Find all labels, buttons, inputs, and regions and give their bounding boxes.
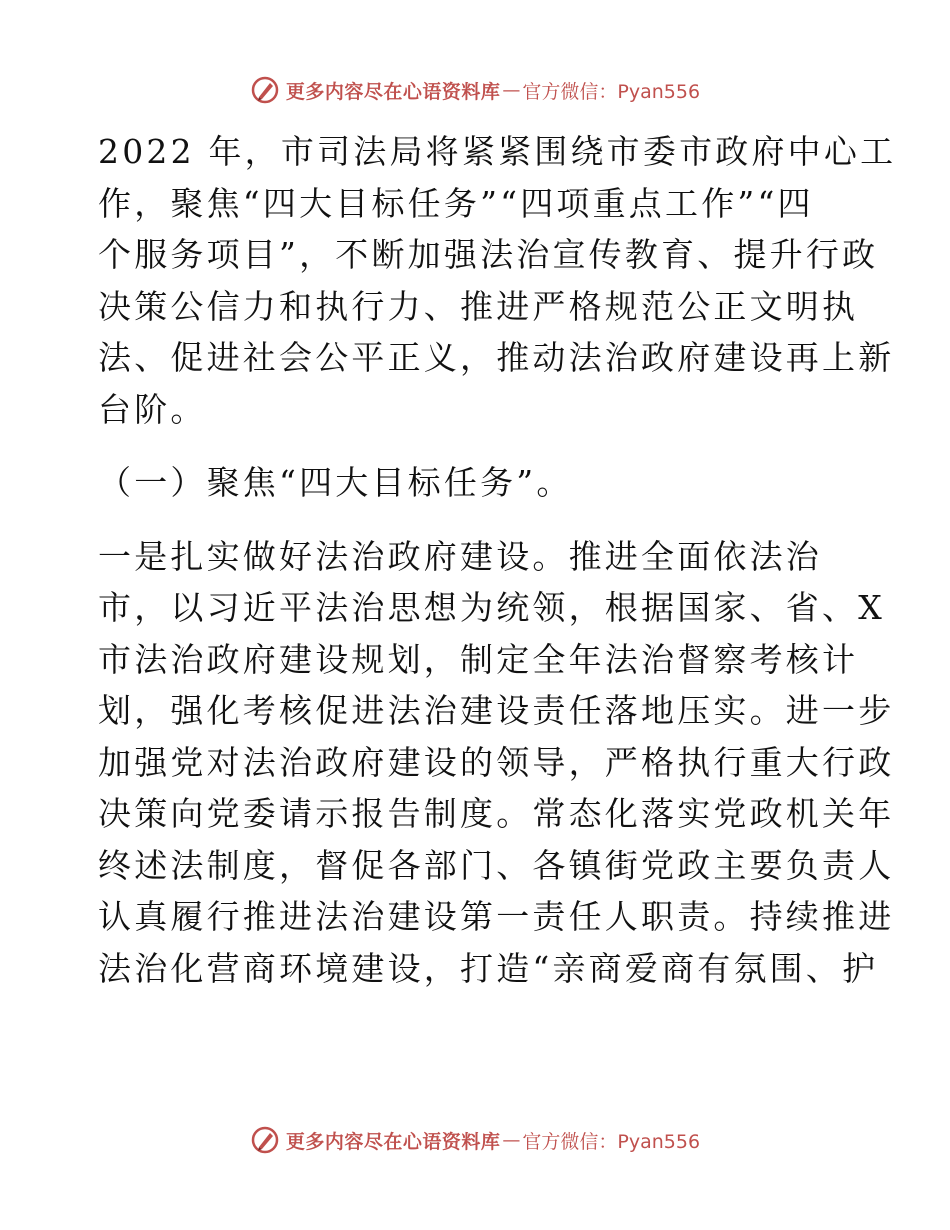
paragraph-intro: [98, 126, 897, 435]
footer-banner-wechat: 官方微信：Pyan556: [522, 1130, 701, 1153]
text-line: 法治化营商环境建设，打造“亲商爱商有氛围、护: [98, 948, 879, 988]
text-line: 认真履行推进法治建设第一责任人职责。持续推进: [98, 897, 895, 936]
text-line: 决策公信力和执行力、推进严格规范公正文明执: [98, 286, 859, 326]
pen-logo-icon: [250, 1125, 280, 1155]
heading-line: （一）聚焦“四大目标任务”。: [98, 463, 573, 502]
text-line: 作，聚焦“四大目标任务”“四项重点工作”“四: [98, 183, 814, 223]
text-line: 一是扎实做好法治政府建设。推进全面依法治: [98, 536, 822, 576]
text-line: 终述法制度，督促各部门、各镇街党政主要负责人: [98, 845, 895, 885]
header-banner-wechat: 官方微信：Pyan556: [522, 80, 701, 103]
text-line: 法、促进社会公平正义，推动法治政府建设再上新: [98, 338, 895, 377]
paragraph-body: [98, 531, 895, 995]
header-banner-separator: —: [502, 79, 521, 101]
header-banner-title: 更多内容尽在心语资料库: [285, 80, 501, 103]
text-line: 个服务项目”，不断加强法治宣传教育、提升行政: [98, 235, 879, 274]
text-line: 台阶。: [98, 389, 207, 429]
footer-banner-separator: —: [502, 1129, 521, 1151]
text-line: 2022 年，市司法局将紧紧围绕市委市政府中心工: [98, 132, 897, 171]
text-line: 划，强化考核促进法治建设责任落地压实。进一步: [98, 691, 895, 730]
header-watermark: [0, 70, 950, 110]
section-heading: [98, 457, 858, 509]
footer-watermark: [0, 1120, 950, 1160]
text-line: 市，以习近平法治思想为统领，根据国家、省、X: [98, 588, 885, 627]
footer-banner-title: 更多内容尽在心语资料库: [285, 1130, 501, 1153]
text-line: 决策向党委请示报告制度。常态化落实党政机关年: [98, 794, 895, 833]
document-body: [98, 126, 897, 994]
text-line: 加强党对法治政府建设的领导，严格执行重大行政: [98, 742, 895, 782]
pen-logo-icon: [250, 75, 280, 105]
text-line: 市法治政府建设规划，制定全年法治督察考核计: [98, 639, 859, 679]
